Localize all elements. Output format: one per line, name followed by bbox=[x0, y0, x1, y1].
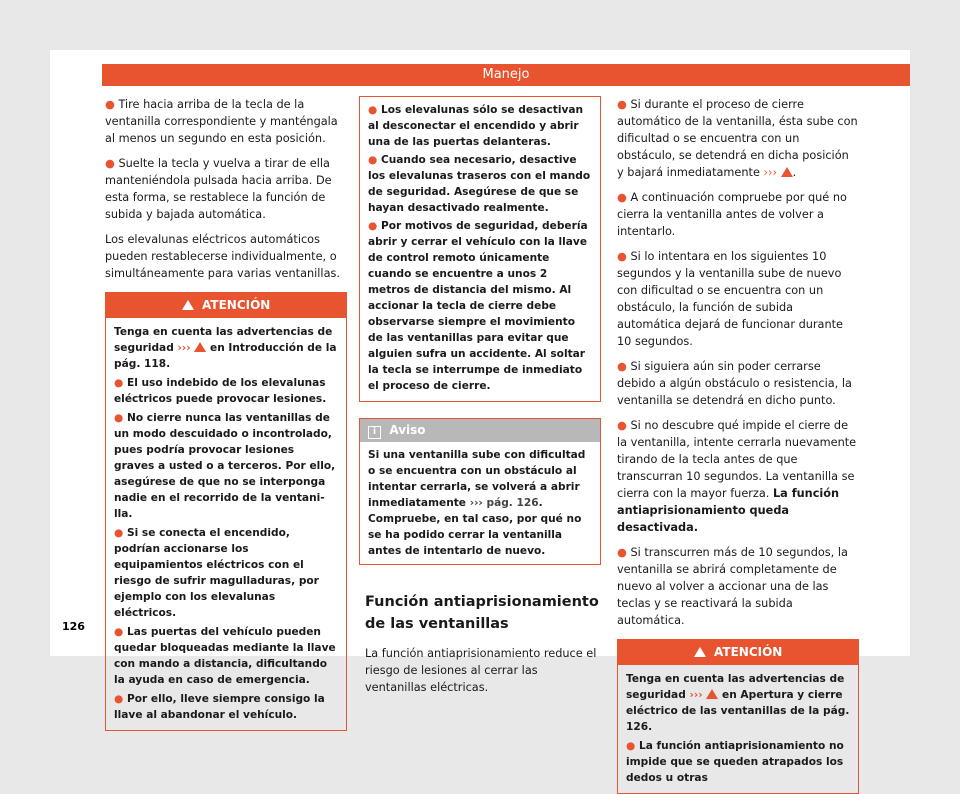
warning-icon bbox=[706, 689, 718, 699]
list-item: ● Suelte la tecla y vuelva a tirar de ella manteniéndola pulsada hacia arriba. De esta forma, se restablece la función de subida y bajada automática. bbox=[105, 157, 332, 221]
list-item: ● Los elevalunas sólo se desactivan al desconectar el encendido y abrir una de las puertas delanteras. bbox=[368, 104, 584, 148]
page-number: 126 bbox=[62, 620, 85, 633]
section-header: Manejo bbox=[102, 64, 910, 86]
section-title: Función antiaprisionamiento de las ventanillas bbox=[365, 594, 599, 632]
note-box: i Aviso Si una ventanilla sube con dificultad o se encuentra con un obstáculo al intentar cerrarla, se volverá a abrir inmediatamente ››› pág. 126. Compruebe, en tal caso, por qué no se ha podido cerrar la ventanilla antes de intentarlo de nuevo. bbox=[359, 418, 601, 565]
warning-icon bbox=[182, 300, 194, 310]
list-item: ● El uso indebido de los elevalunas eléctricos puede provocar lesiones. bbox=[114, 377, 327, 405]
list-item: ● La función antiaprisionamiento no impide que se queden atrapados los dedos u otras bbox=[626, 740, 844, 784]
list-item: ● A continuación compruebe por qué no cierra la ventanilla antes de volver a intentarlo. bbox=[617, 191, 847, 238]
cross-reference-link[interactable]: ››› pág. 126 bbox=[469, 497, 539, 509]
cross-reference-link[interactable]: en Apertura y cierre eléctrico de las ventanillas de la pág. 126. bbox=[626, 689, 850, 733]
list-item: ● Si se conecta el encendido, podrían accionarse los equipamientos eléctricos con el riesgo de sufrir magulladuras, por ejemplo con los elevalunas eléctricos. bbox=[114, 527, 319, 619]
list-item: ● Por ello, lleve siempre consigo la llave al abandonar el vehículo. bbox=[114, 693, 325, 721]
warning-header: ATENCIÓN bbox=[618, 640, 858, 665]
warning-box: ATENCIÓN Tenga en cuenta las advertencias de seguridad ››› en Apertura y cierre eléctrico de las ventanillas de la pág. 126. ● La función antiaprisionamiento no impide que se queden atrapados los dedos u otras bbox=[617, 639, 859, 794]
paragraph: Los elevalunas eléctricos automáticos pueden restablecerse individualmente, o simultáneamente para varias ventanillas. bbox=[105, 233, 340, 280]
cross-reference-link[interactable]: en Introducción de la pág. 118. bbox=[114, 342, 337, 370]
list-item: ● Si lo intentara en los siguientes 10 segundos y la ventanilla sube de nuevo con dificultad o se encuentra con un obstáculo, la función de subida automática dejará de funcionar durante 10 segundos. bbox=[617, 250, 844, 348]
warning-icon bbox=[194, 342, 206, 352]
list-item: ● Cuando sea necesario, desactive los elevalunas traseros con el mando de seguridad. Asegúrese de que se hayan desactivado realmente. bbox=[368, 154, 591, 214]
column-left bbox=[105, 96, 347, 731]
list-item: ● No cierre nunca las ventanillas de un modo descuidado o incontrolado, pues podría provocar lesiones graves a usted o a terceros. Por ello, asegúrese de que no se interponga nadie en el recorrido de la ventanilla. bbox=[114, 412, 336, 520]
list-item: ● Si siguiera aún sin poder cerrarse debido a algún obstáculo o resistencia, la ventanilla se detendrá en dicho punto. bbox=[617, 360, 852, 407]
warning-header: ATENCIÓN bbox=[106, 293, 346, 318]
list-item: ● Por motivos de seguridad, debería abrir y cerrar el vehículo con la llave de control remoto únicamente cuando se encuentre a unos 2 metros de distancia del mismo. Al accionar la tecla de cierre debe observarse siempre el movimiento de las ventanillas para evitar que alguien sufra un accidente. Al soltar la tecla se interrumpe de inmediato el proceso de cierre. bbox=[368, 220, 588, 392]
column-right bbox=[617, 96, 859, 794]
warning-box: ATENCIÓN Tenga en cuenta las advertencias de seguridad ››› en Introducción de la pág. 118. ● El uso indebido de los elevalunas eléctricos puede provocar lesiones. ● No cierre nunca las ventanillas de un modo descuidado o incontrolado, pues podría provocar lesiones graves a usted o a terceros. Por ello, asegúrese de que no se interponga nadie en el recorrido de la ventanilla. ● Si se conecta el encendido, podrían accionarse los equipamientos eléctricos con el riesgo de sufrir magulladuras, por ejemplo con los elevalunas eléctricos. ● Las puertas del vehículo pueden quedar bloqueadas mediante la llave con mando a distancia, dificultando la ayuda en caso de emergencia. ● Por ello, lleve siempre consigo la llave al abandonar el vehículo. bbox=[105, 292, 347, 731]
column-middle bbox=[359, 96, 601, 704]
list-item: ● Si transcurren más de 10 segundos, la ventanilla se abrirá completamente de nuevo al volver a accionar una de las teclas y se reactivará la subida automática. bbox=[617, 546, 848, 627]
warning-icon bbox=[781, 167, 793, 177]
paragraph: La función antiaprisionamiento reduce el riesgo de lesiones al cerrar las ventanillas eléctricas. bbox=[365, 647, 597, 694]
warning-icon bbox=[694, 647, 706, 657]
warning-continuation-box bbox=[359, 96, 601, 402]
list-item: ● Si no descubre qué impide el cierre de la ventanilla, intente cerrarla nuevamente tirando de la tecla antes de que transcurran 10 segundos. La ventanilla se cierra con la mayor fuerza. La función antiaprisionamiento queda desactivada. bbox=[617, 419, 857, 534]
info-icon: i bbox=[368, 426, 381, 439]
list-item: ● Las puertas del vehículo pueden quedar bloqueadas mediante la llave con mando a distancia, dificultando la ayuda en caso de emergencia. bbox=[114, 626, 336, 686]
note-header: i Aviso bbox=[360, 419, 600, 442]
manual-page bbox=[50, 50, 910, 784]
list-item: ● Si durante el proceso de cierre automático de la ventanilla, ésta sube con dificultad o se encuentra con un obstáculo, se detendrá en dicha posición y bajará inmediatamente ››› . bbox=[617, 98, 858, 179]
list-item: ● Tire hacia arriba de la tecla de la ventanilla correspondiente y manténgala al menos un segundo en esta posición. bbox=[105, 98, 338, 145]
